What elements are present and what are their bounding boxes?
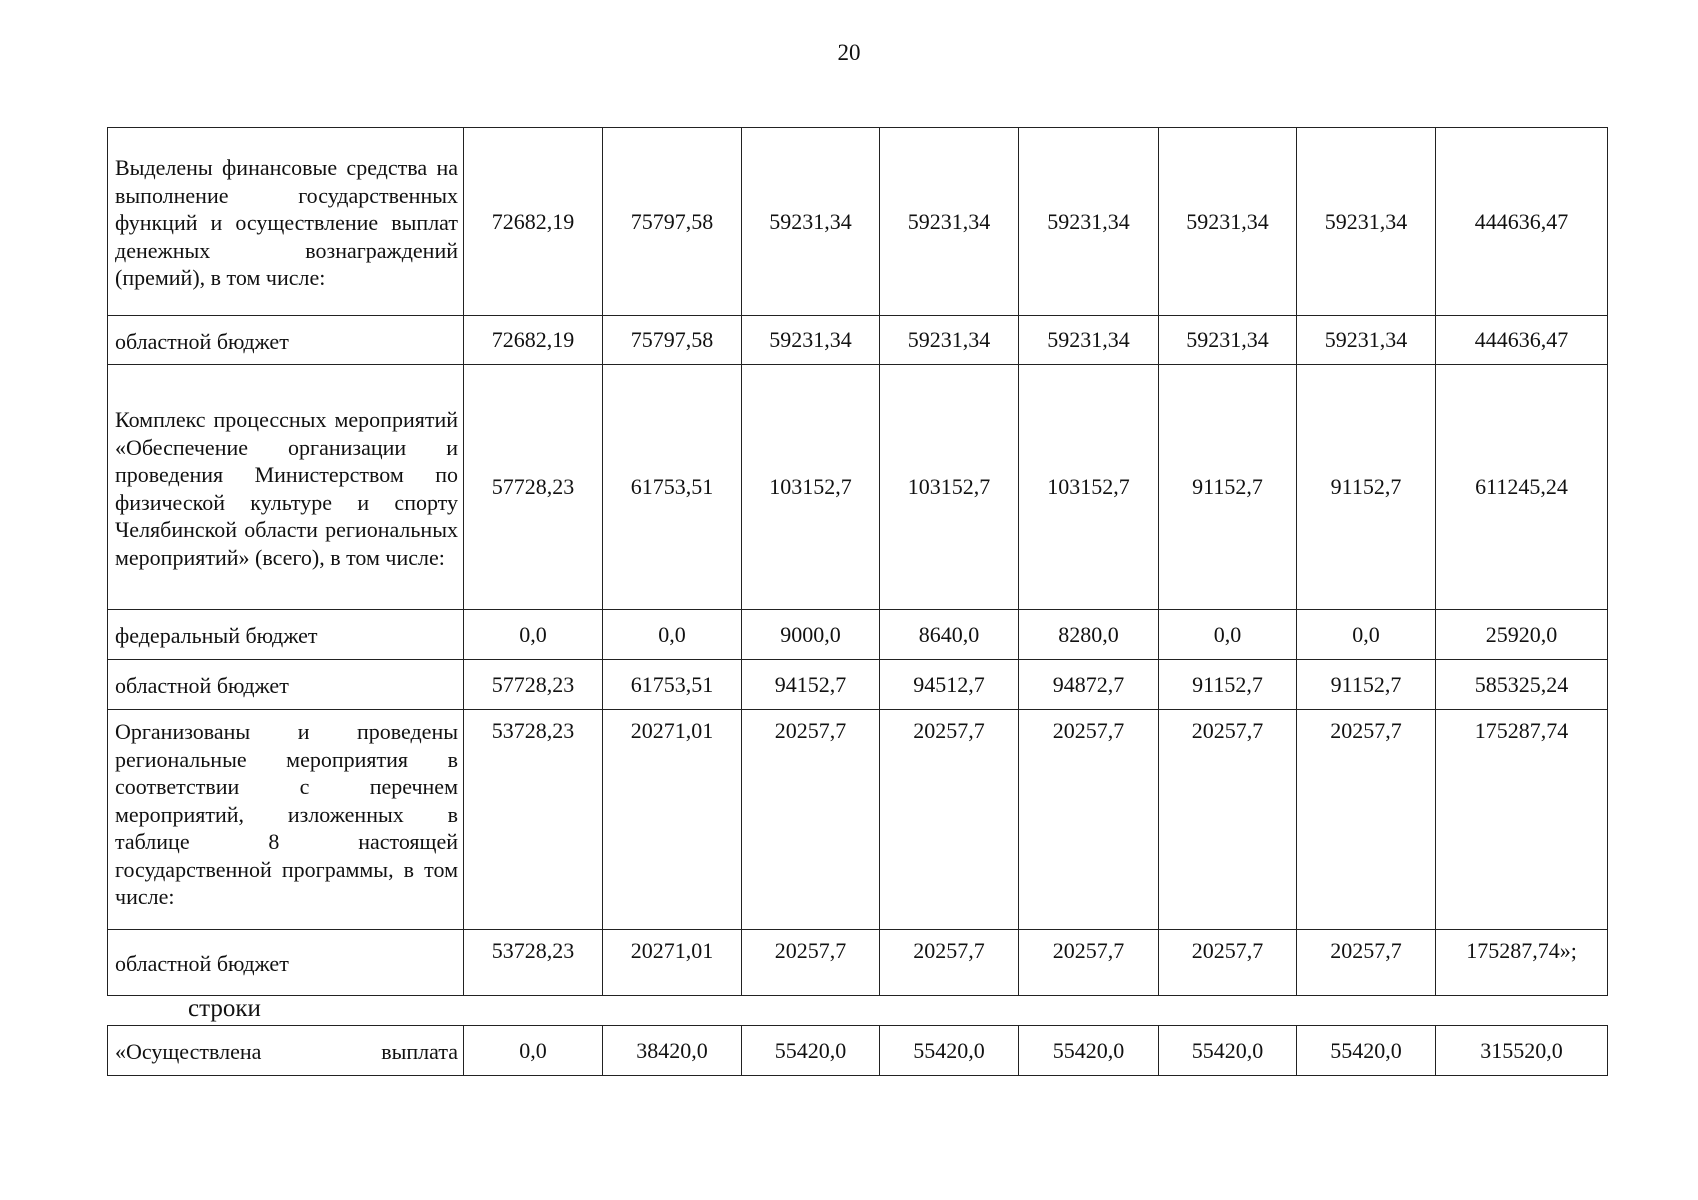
value-cell: 20257,7 [880, 710, 1019, 930]
row-label: федеральный бюджет [108, 610, 464, 660]
value-cell: 59231,34 [1019, 316, 1159, 365]
value-cell: 94512,7 [880, 660, 1019, 710]
value-cell: 20257,7 [1019, 710, 1159, 930]
value-cell: 9000,0 [742, 610, 880, 660]
value-cell: 75797,58 [603, 316, 742, 365]
value-cell: 20271,01 [603, 930, 742, 996]
row-label: Выделены финансовые средства на выполнение государственных функций и осуществление выплат денежных вознаграждений (премий), в том числе: [108, 128, 464, 316]
value-cell: 91152,7 [1159, 660, 1297, 710]
value-cell: 53728,23 [464, 930, 603, 996]
value-cell: 91152,7 [1297, 660, 1436, 710]
value-cell: 91152,7 [1159, 365, 1297, 610]
total-cell: 25920,0 [1436, 610, 1608, 660]
value-cell: 94872,7 [1019, 660, 1159, 710]
row-label: областной бюджет [108, 930, 464, 996]
table-row [108, 1026, 1608, 1076]
value-cell: 20257,7 [1159, 930, 1297, 996]
value-cell: 57728,23 [464, 365, 603, 610]
value-cell: 55420,0 [1159, 1026, 1297, 1076]
value-cell: 75797,58 [603, 128, 742, 316]
value-cell: 55420,0 [1019, 1026, 1159, 1076]
value-cell: 53728,23 [464, 710, 603, 930]
row-label: Организованы и проведены региональные мероприятия в соответствии с перечнем мероприятий, изложенных в таблице 8 настоящей государственной программы, в том числе: [108, 710, 464, 930]
value-cell: 61753,51 [603, 365, 742, 610]
value-cell: 57728,23 [464, 660, 603, 710]
value-cell: 20257,7 [1297, 710, 1436, 930]
value-cell: 61753,51 [603, 660, 742, 710]
value-cell: 20257,7 [1297, 930, 1436, 996]
value-cell: 55420,0 [742, 1026, 880, 1076]
total-cell: 175287,74»; [1436, 930, 1608, 996]
value-cell: 55420,0 [880, 1026, 1019, 1076]
total-cell: 444636,47 [1436, 128, 1608, 316]
total-cell: 611245,24 [1436, 365, 1608, 610]
value-cell: 20257,7 [1159, 710, 1297, 930]
value-cell: 20271,01 [603, 710, 742, 930]
value-cell: 0,0 [1297, 610, 1436, 660]
value-cell: 72682,19 [464, 316, 603, 365]
value-cell: 94152,7 [742, 660, 880, 710]
value-cell: 0,0 [603, 610, 742, 660]
value-cell: 20257,7 [1019, 930, 1159, 996]
value-cell: 8640,0 [880, 610, 1019, 660]
value-cell: 59231,34 [1159, 316, 1297, 365]
row-label: «Осуществлена выплата [108, 1026, 464, 1076]
value-cell: 59231,34 [880, 316, 1019, 365]
value-cell: 20257,7 [880, 930, 1019, 996]
value-cell: 59231,34 [880, 128, 1019, 316]
table-row [108, 930, 1608, 996]
table-row [108, 610, 1608, 660]
value-cell: 59231,34 [1297, 128, 1436, 316]
value-cell: 72682,19 [464, 128, 603, 316]
total-cell: 444636,47 [1436, 316, 1608, 365]
total-cell: 175287,74 [1436, 710, 1608, 930]
table-row [108, 710, 1608, 930]
table-row [108, 316, 1608, 365]
value-cell: 59231,34 [1159, 128, 1297, 316]
value-cell: 8280,0 [1019, 610, 1159, 660]
table-row [108, 128, 1608, 316]
budget-table [107, 127, 1608, 996]
value-cell: 103152,7 [1019, 365, 1159, 610]
value-cell: 59231,34 [1297, 316, 1436, 365]
value-cell: 59231,34 [742, 316, 880, 365]
value-cell: 55420,0 [1297, 1026, 1436, 1076]
row-label: областной бюджет [108, 316, 464, 365]
row-label: областной бюджет [108, 660, 464, 710]
value-cell: 103152,7 [880, 365, 1019, 610]
row-label: Комплекс процессных мероприятий «Обеспечение организации и проведения Министерством по физической культуре и спорту Челябинской области региональных мероприятий» (всего), в том числе: [108, 365, 464, 610]
value-cell: 20257,7 [742, 930, 880, 996]
value-cell: 103152,7 [742, 365, 880, 610]
value-cell: 91152,7 [1297, 365, 1436, 610]
value-cell: 0,0 [464, 610, 603, 660]
table-row [108, 660, 1608, 710]
total-cell: 315520,0 [1436, 1026, 1608, 1076]
value-cell: 20257,7 [742, 710, 880, 930]
budget-table-continued [107, 1025, 1608, 1076]
total-cell: 585325,24 [1436, 660, 1608, 710]
value-cell: 59231,34 [742, 128, 880, 316]
value-cell: 59231,34 [1019, 128, 1159, 316]
value-cell: 0,0 [464, 1026, 603, 1076]
page-number: 20 [837, 40, 861, 65]
value-cell: 38420,0 [603, 1026, 742, 1076]
table-row [108, 365, 1608, 610]
value-cell: 0,0 [1159, 610, 1297, 660]
between-text: строки [188, 995, 261, 1022]
